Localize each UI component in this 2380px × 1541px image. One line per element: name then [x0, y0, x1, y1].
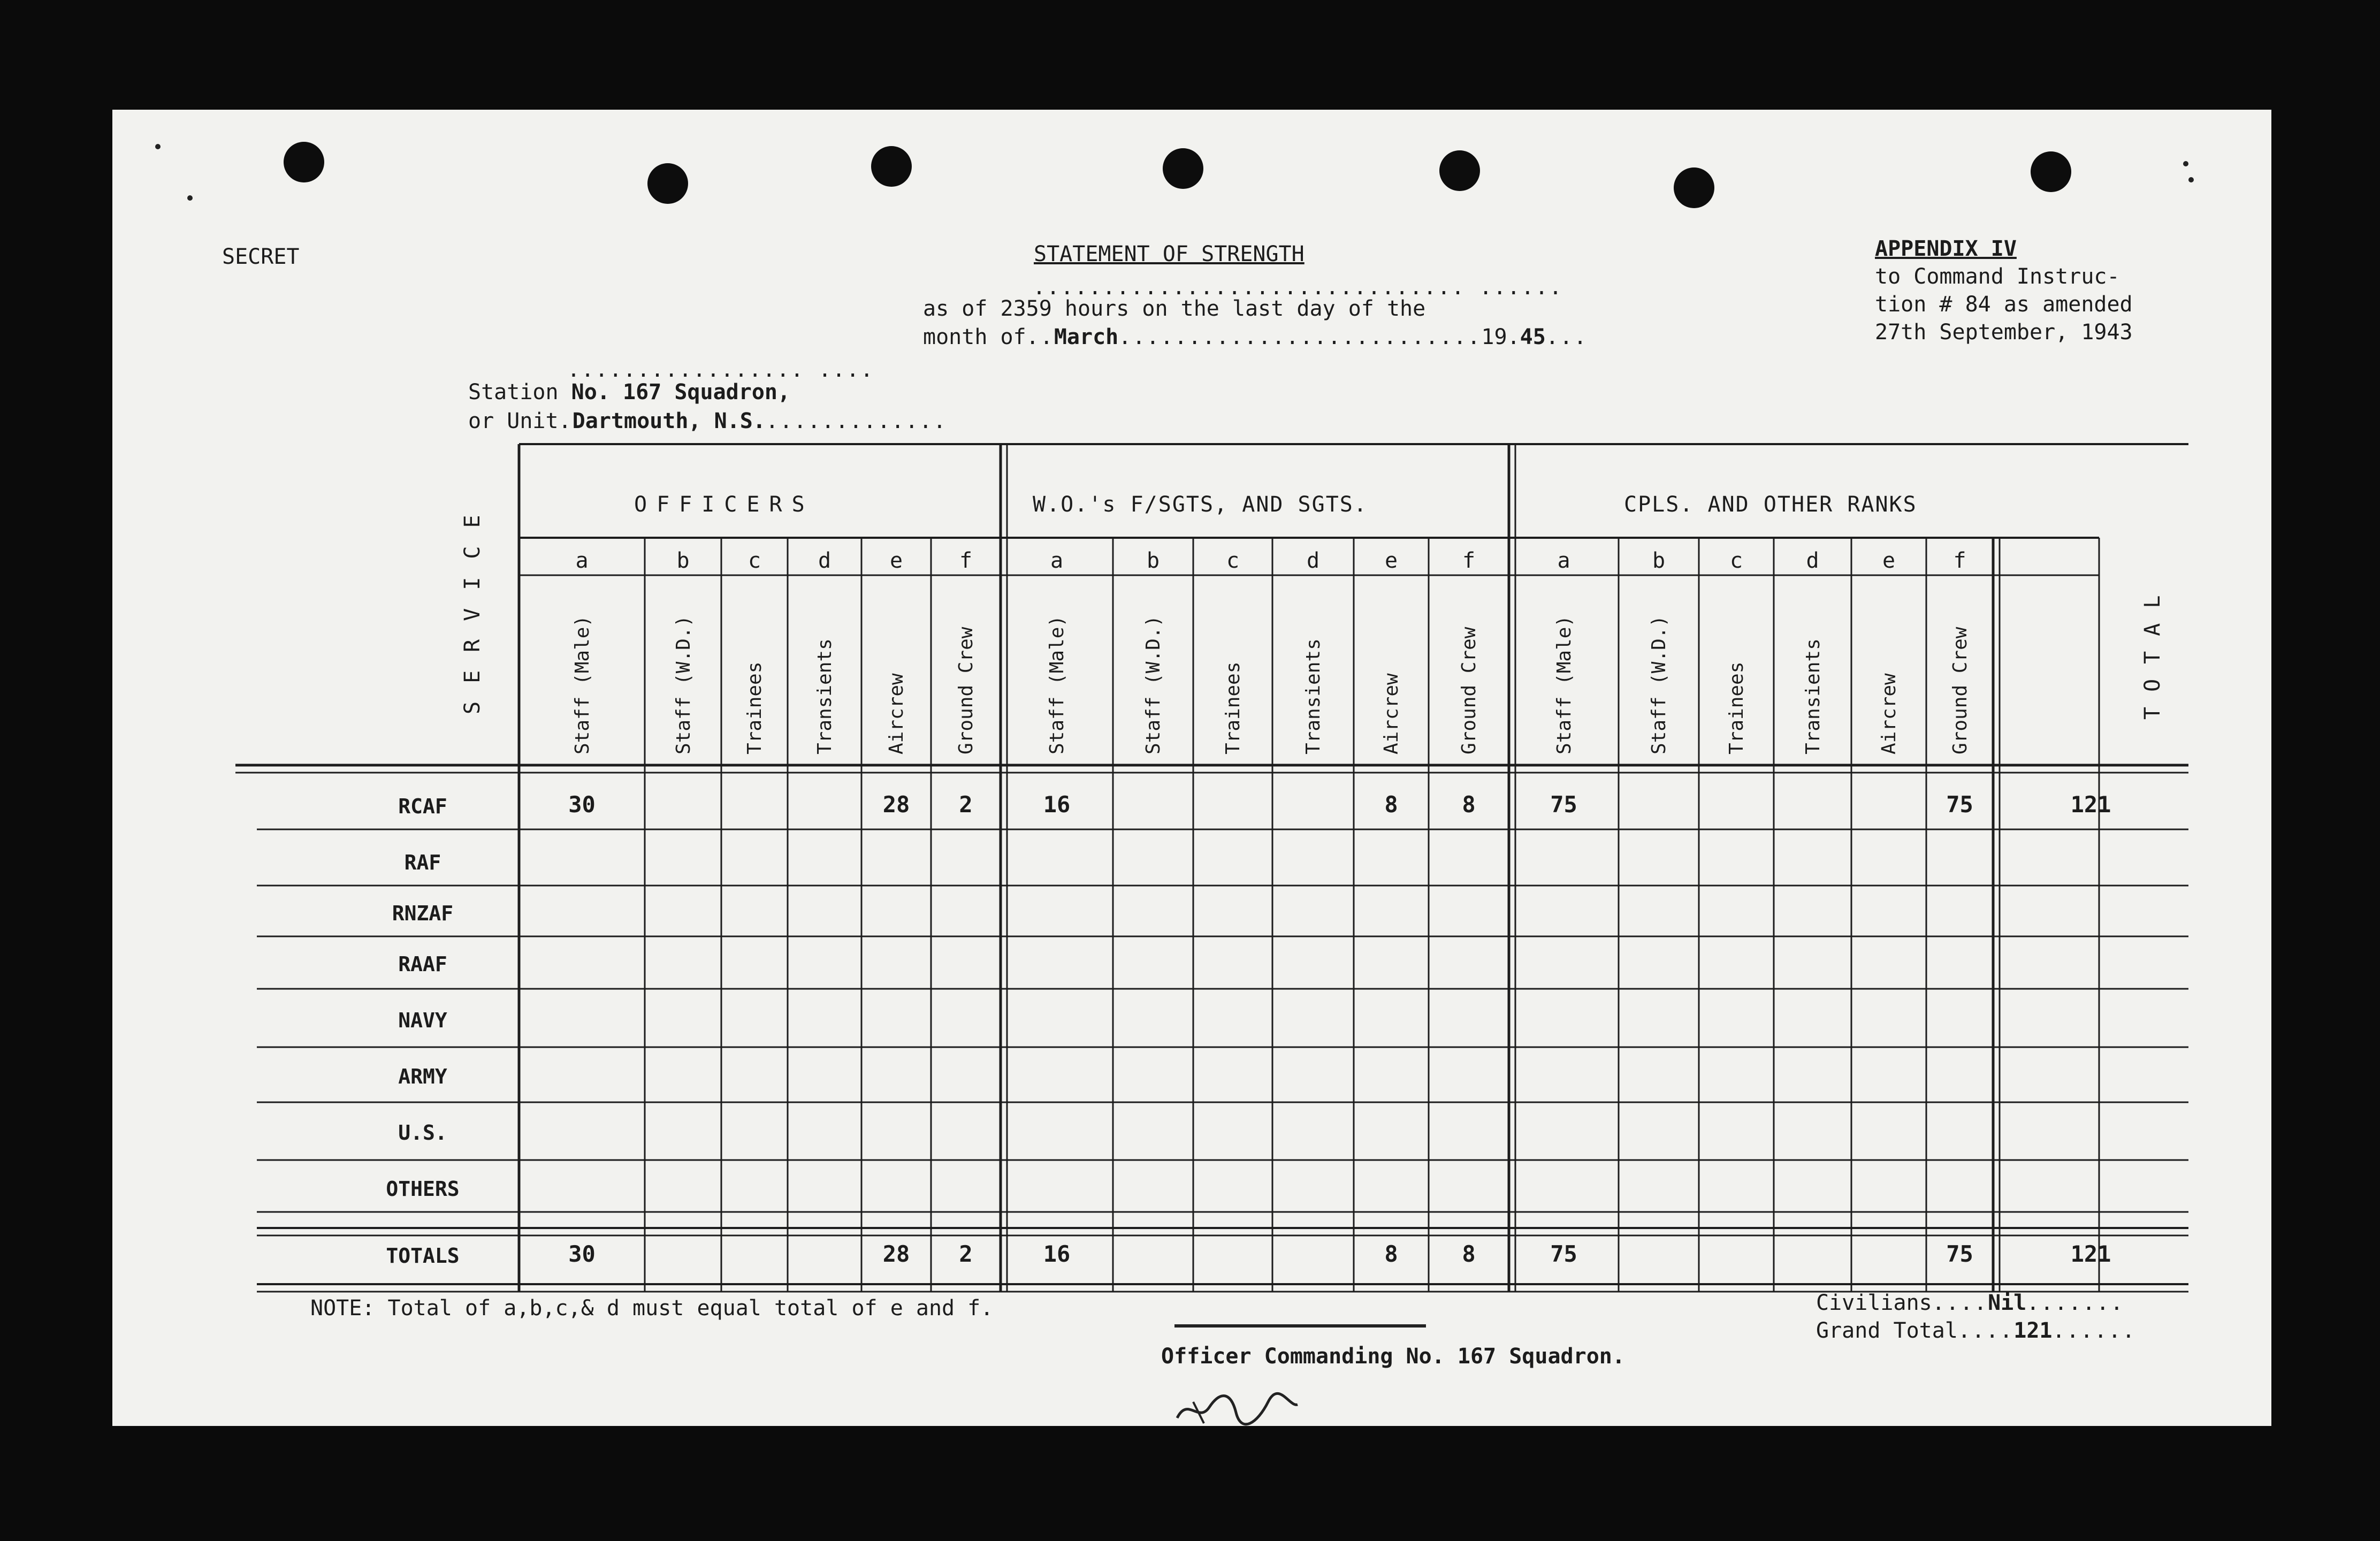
column-header-trainees: Trainees [744, 661, 766, 754]
dotted-line: ................. .... [567, 357, 874, 382]
column-header-ground-crew: Ground Crew [955, 627, 977, 754]
civilians-value: Nil [1988, 1291, 2027, 1315]
group-title-3: CPLS. AND OTHER RANKS [1624, 492, 1917, 517]
grand-total-value: 121 [2013, 1318, 2053, 1343]
column-letter: f [959, 548, 973, 573]
column-letter: b [676, 548, 690, 573]
unit-label: or Unit [468, 409, 559, 433]
table-cell: 16 [1043, 1241, 1071, 1267]
appendix-line-3: 27th September, 1943 [1875, 320, 2133, 345]
table-cell: 28 [882, 1241, 910, 1267]
column-letter: b [1652, 548, 1666, 573]
column-letter: d [818, 548, 832, 573]
column-letter: c [1729, 548, 1743, 573]
classification-label: SECRET [222, 245, 300, 269]
service-header: SERVICE [460, 497, 485, 714]
grand-total-label: Grand Total [1816, 1318, 1958, 1343]
column-letter: f [1953, 548, 1966, 573]
struck-line [1174, 1324, 1426, 1328]
row-label-navy: NAVY [398, 1009, 447, 1032]
column-letter: c [747, 548, 761, 573]
appendix-line-1: to Command Instruc- [1875, 264, 2120, 289]
row-label-rnzaf: RNZAF [392, 902, 454, 925]
column-letter: d [1306, 548, 1320, 573]
table-cell: 16 [1043, 791, 1071, 818]
table-cell: 75 [1550, 791, 1577, 818]
row-label-raaf: RAAF [398, 952, 447, 976]
column-header-staff-w-d-: Staff (W.D.) [1648, 615, 1670, 754]
column-header-aircrew: Aircrew [1878, 673, 1900, 754]
group-title-2: W.O.'s F/SGTS, AND SGTS. [1033, 492, 1368, 517]
column-header-aircrew: Aircrew [886, 673, 907, 754]
unit-value: Dartmouth, N.S. [572, 409, 766, 433]
appendix-title: APPENDIX IV [1875, 237, 2017, 261]
column-header-staff-male-: Staff (Male) [1553, 615, 1575, 754]
table-cell: 8 [1462, 791, 1476, 818]
table-cell: 8 [1384, 1241, 1398, 1267]
row-label-us: U.S. [398, 1121, 447, 1145]
strength-table-grid [112, 110, 2271, 1426]
column-header-ground-crew: Ground Crew [1949, 627, 1971, 754]
document-sheet [112, 110, 2271, 1426]
table-cell: 75 [1946, 791, 1973, 818]
column-letter: e [889, 548, 903, 573]
table-cell: 30 [568, 791, 596, 818]
column-letter: e [1384, 548, 1398, 573]
month-value: March [1054, 325, 1119, 349]
year-value: 45 [1520, 325, 1546, 349]
column-letter: a [1050, 548, 1064, 573]
column-letter: b [1146, 548, 1160, 573]
table-cell: 8 [1462, 1241, 1476, 1267]
table-cell: 2 [959, 1241, 973, 1267]
table-cell: 75 [1946, 1241, 1973, 1267]
row-total: 121 [2070, 1241, 2111, 1267]
station-value: No. 167 Squadron, [571, 380, 791, 405]
header-line-1-text: as of 2359 hours on the last day of the [923, 296, 1426, 321]
column-letter: a [575, 548, 589, 573]
dotted-line: ............................... ...... [1033, 275, 1563, 300]
column-header-staff-w-d-: Staff (W.D.) [672, 615, 695, 754]
column-letter: f [1462, 548, 1476, 573]
column-header-trainees: Trainees [1726, 661, 1748, 754]
row-label-totals: TOTALS [386, 1244, 460, 1268]
column-header-trainees: Trainees [1222, 661, 1244, 754]
column-header-staff-male-: Staff (Male) [571, 615, 593, 754]
column-header-staff-male-: Staff (Male) [1046, 615, 1068, 754]
table-cell: 28 [882, 791, 910, 818]
row-label-others: OTHERS [386, 1177, 460, 1201]
column-header-aircrew: Aircrew [1380, 673, 1402, 754]
row-total: 121 [2070, 791, 2111, 818]
column-header-staff-w-d-: Staff (W.D.) [1142, 615, 1164, 754]
month-label: month of [923, 325, 1026, 349]
column-letter: d [1806, 548, 1819, 573]
signature-title: Officer Commanding No. 167 Squadron. [1161, 1344, 1625, 1369]
total-header: TOTAL [2140, 580, 2165, 720]
unit-line: or Unit.Dartmouth, N.S.............. [468, 409, 947, 433]
column-letter: a [1557, 548, 1570, 573]
year-prefix: 19 [1481, 325, 1507, 349]
column-letter: e [1882, 548, 1896, 573]
table-cell: 75 [1550, 1241, 1577, 1267]
column-header-ground-crew: Ground Crew [1458, 627, 1480, 754]
table-cell: 30 [568, 1241, 596, 1267]
row-label-army: ARMY [398, 1065, 447, 1088]
column-header-transients: Transients [814, 638, 836, 754]
table-cell: 2 [959, 791, 973, 818]
civilians-line: Civilians....Nil....... [1816, 1291, 2124, 1315]
header-line-2: month of..March..........................19.45... [923, 325, 1588, 349]
row-label-raf: RAF [404, 851, 441, 874]
column-letter: c [1226, 548, 1240, 573]
note-text: NOTE: Total of a,b,c,& d must equal total of e and f. [310, 1296, 994, 1321]
signature [1172, 1386, 1300, 1429]
group-title-1: OFFICERS [634, 492, 814, 517]
column-header-transients: Transients [1802, 638, 1824, 754]
column-header-transients: Transients [1302, 638, 1324, 754]
station-label: Station [468, 380, 559, 405]
grand-total-line: Grand Total....121...... [1816, 1318, 2136, 1343]
table-cell: 8 [1384, 791, 1398, 818]
appendix-line-2: tion # 84 as amended [1875, 292, 2133, 317]
row-label-rcaf: RCAF [398, 795, 447, 818]
civilians-label: Civilians [1816, 1291, 1932, 1315]
document-title: STATEMENT OF STRENGTH [1034, 242, 1305, 266]
